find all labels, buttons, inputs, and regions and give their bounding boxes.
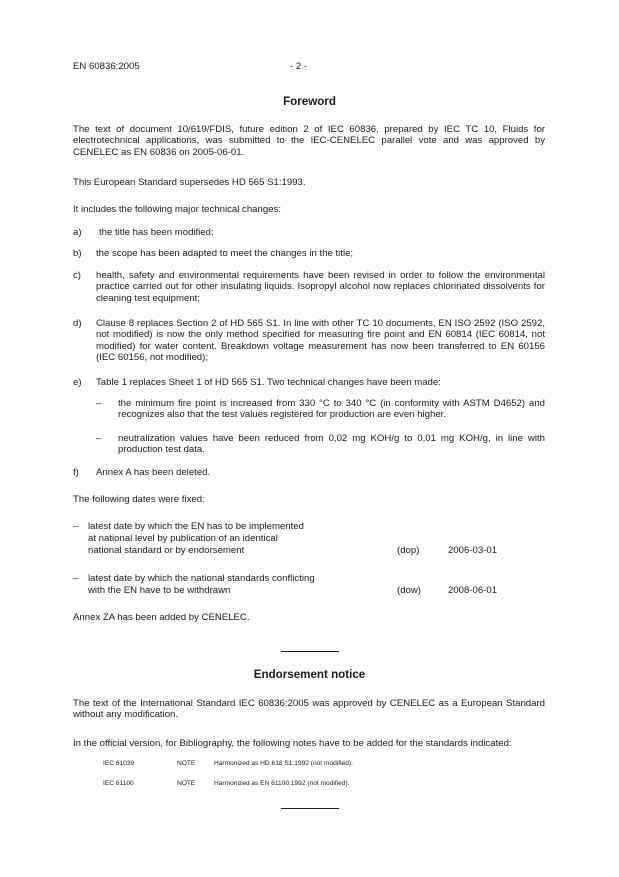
date-description-line: latest date by which the national standards conflicting xyxy=(88,573,315,584)
sub-list-item-text: the minimum fire point is increased from 330 °C to 340 °C (in conformity with ASTM D4652) and recognizes also that the test values registered for production are even higher. xyxy=(118,398,545,421)
date-description-line: at national level by publication of an identical xyxy=(88,533,278,544)
list-marker: d) xyxy=(73,318,82,329)
list-item-text: Clause 8 replaces Section 2 of HD 565 S1. In line with other TC 10 documents, EN ISO 2592 (ISO 2592, not modified) is now the only method specified for measuring fire point and EN 60814 (IEC 60814, not modified) for water content. Breakdown voltage measurement has now been transferred to EN 60156 (IEC 60156, not modified); xyxy=(96,318,545,364)
section-divider xyxy=(281,651,339,652)
supersedes-text: This European Standard supersedes HD 565 S1:1993. xyxy=(73,177,306,188)
bibliography-intro: In the official version, for Bibliography, the following notes have to be added for the standards indicated: xyxy=(73,738,512,749)
date-description-line: with the EN have to be withdrawn xyxy=(88,585,231,596)
date-description-line: national standard or by endorsement xyxy=(88,545,245,556)
list-marker: b) xyxy=(73,248,82,259)
changes-intro: It includes the following major technical changes: xyxy=(73,204,281,215)
note-text: Harmonized as HD 618 S1:1992 (not modified). xyxy=(214,760,353,767)
sub-list-marker: – xyxy=(96,433,102,444)
date-value: 2006-03-01 xyxy=(448,545,498,556)
date-code: (dow) xyxy=(397,585,421,596)
list-item-text: the scope has been adapted to meet the changes in the title; xyxy=(96,248,354,259)
date-code: (dop) xyxy=(397,545,420,556)
list-marker: a) xyxy=(73,227,82,238)
section-divider xyxy=(281,808,339,809)
date-marker: – xyxy=(73,573,79,584)
page-number: - 2 - xyxy=(290,61,308,72)
list-item-text: Table 1 replaces Sheet 1 of HD 565 S1. Two technical changes have been made: xyxy=(96,377,441,388)
endorsement-text: The text of the International Standard IEC 60836:2005 was approved by CENELEC as a European Standard without any modification. xyxy=(73,698,545,721)
list-marker: c) xyxy=(73,270,81,281)
date-value: 2008-06-01 xyxy=(448,585,498,596)
date-marker: – xyxy=(73,521,79,532)
note-standard: IEC 61100 xyxy=(103,780,134,787)
endorsement-title: Endorsement notice xyxy=(253,668,366,681)
list-item-text: the title has been modified; xyxy=(99,227,214,238)
date-description-line: latest date by which the EN has to be implemented xyxy=(88,521,304,532)
list-marker: e) xyxy=(73,377,82,388)
note-standard: IEC 61039 xyxy=(103,760,135,767)
sub-list-marker: – xyxy=(96,398,102,409)
list-item-text: Annex A has been deleted. xyxy=(96,467,211,478)
note-label: NOTE xyxy=(177,780,196,787)
annex-note: Annex ZA has been added by CENELEC. xyxy=(73,612,250,623)
sub-list-item-text: neutralization values have been reduced from 0,02 mg KOH/g to 0,01 mg KOH/g, in line with production test data. xyxy=(118,433,545,456)
foreword-intro: The text of document 10/619/FDIS, future edition 2 of IEC 60836, prepared by IEC TC 10, Fluids for electrotechnical applications, was submitted to the IEC-CENELEC parallel vote and was approved by CENELEC as EN 60836 on 2005-06-01. xyxy=(73,124,545,158)
dates-intro: The following dates were fixed: xyxy=(73,494,205,505)
foreword-title: Foreword xyxy=(283,95,336,108)
document-id: EN 60836:2005 xyxy=(73,61,140,72)
note-label: NOTE xyxy=(177,760,196,767)
list-marker: f) xyxy=(73,467,79,478)
note-text: Harmonized as EN 61100:1992 (not modified). xyxy=(214,780,350,787)
list-item-text: health, safety and environmental requirements have been revised in order to follow the environmental practice carried out for other insulating liquids. Isopropyl alcohol now replaces chlorinated dissolvents for cleaning test equipment; xyxy=(96,270,545,304)
